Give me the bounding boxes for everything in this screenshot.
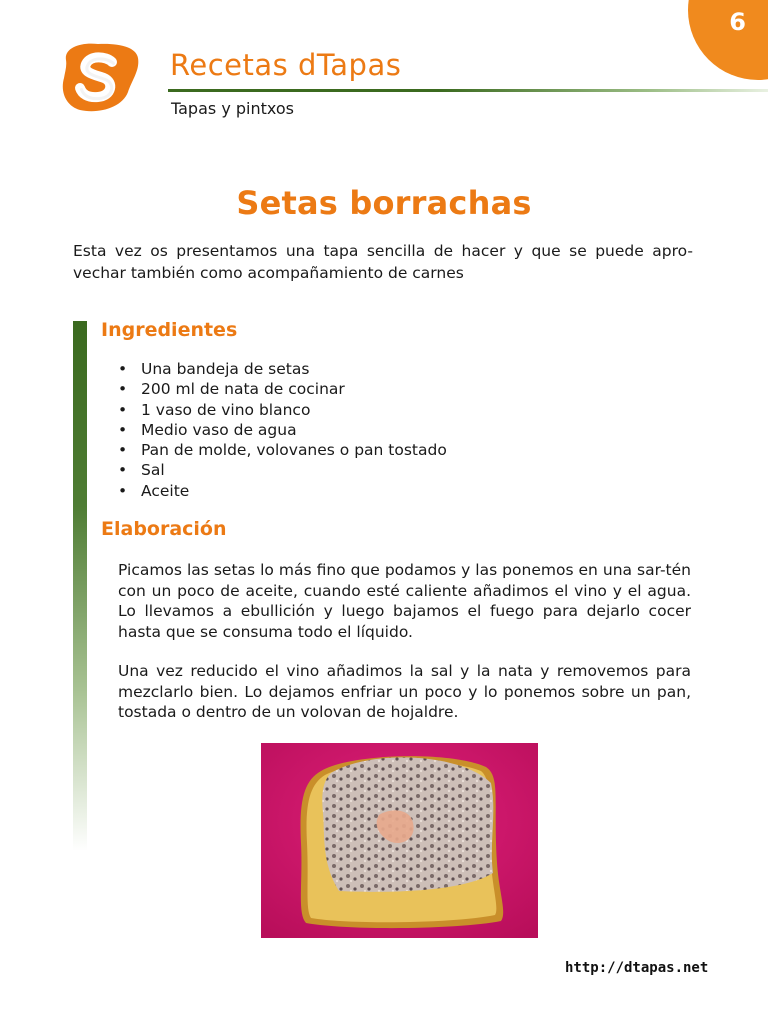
dish-photo (261, 743, 538, 938)
ingredient-text: Medio vaso de agua (141, 420, 297, 439)
list-item (118, 420, 447, 440)
bullet-icon: • (118, 481, 128, 500)
dtapas-logo (58, 40, 140, 114)
recipe-title: Setas borrachas (236, 184, 532, 222)
bullet-icon: • (118, 420, 128, 439)
list-item (118, 481, 447, 501)
ingredient-text: Una bandeja de setas (141, 360, 310, 378)
list-item (118, 460, 447, 480)
recipe-intro: Esta vez os presentamos una tapa sencilla de hacer y que se puede apro-vechar también como acompañamiento de carnes (73, 242, 693, 282)
bullet-icon: • (118, 461, 128, 480)
bullet-icon: • (118, 380, 128, 399)
section-side-bar (73, 321, 87, 851)
bullet-icon: • (118, 360, 128, 378)
list-item (118, 400, 447, 420)
list-item (118, 379, 447, 399)
footer-url: http://dtapas.net (565, 960, 709, 976)
ingredient-text: 200 ml de nata de cocinar (141, 380, 345, 399)
site-title: Recetas dTapas (170, 48, 402, 82)
list-item (118, 359, 447, 379)
bullet-icon: • (118, 400, 128, 419)
ingredient-text: 1 vaso de vino blanco (141, 400, 311, 419)
site-subtitle: Tapas y pintxos (171, 99, 294, 118)
elaboration-paragraph: Picamos las setas lo más fino que podamos y las ponemos en una sar-tén con un poco de aceite, cuando esté caliente añadimos el vino y el agua. Lo llevamos a ebullición y luego bajamos el fuego para dejarlo cocer hasta que se consuma todo el líquido. (118, 561, 691, 641)
page-number: 6 (729, 8, 746, 36)
ingredients-heading: Ingredientes (101, 319, 238, 341)
ingredient-text: Aceite (141, 481, 190, 500)
ingredients-list (118, 359, 447, 501)
ingredient-text: Sal (141, 461, 165, 480)
ingredient-text: Pan de molde, volovanes o pan tostado (141, 441, 447, 460)
elaboration-heading: Elaboración (101, 518, 227, 540)
bullet-icon: • (118, 441, 128, 460)
page-number-tab (688, 0, 768, 80)
elaboration-paragraph: Una vez reducido el vino añadimos la sal y la nata y removemos para mezclarlo bien. Lo dejamos enfriar un poco y lo ponemos sobre un pan, tostada o dentro de un volovan de hojaldre. (118, 662, 691, 721)
header-divider (168, 89, 768, 92)
list-item (118, 440, 447, 460)
